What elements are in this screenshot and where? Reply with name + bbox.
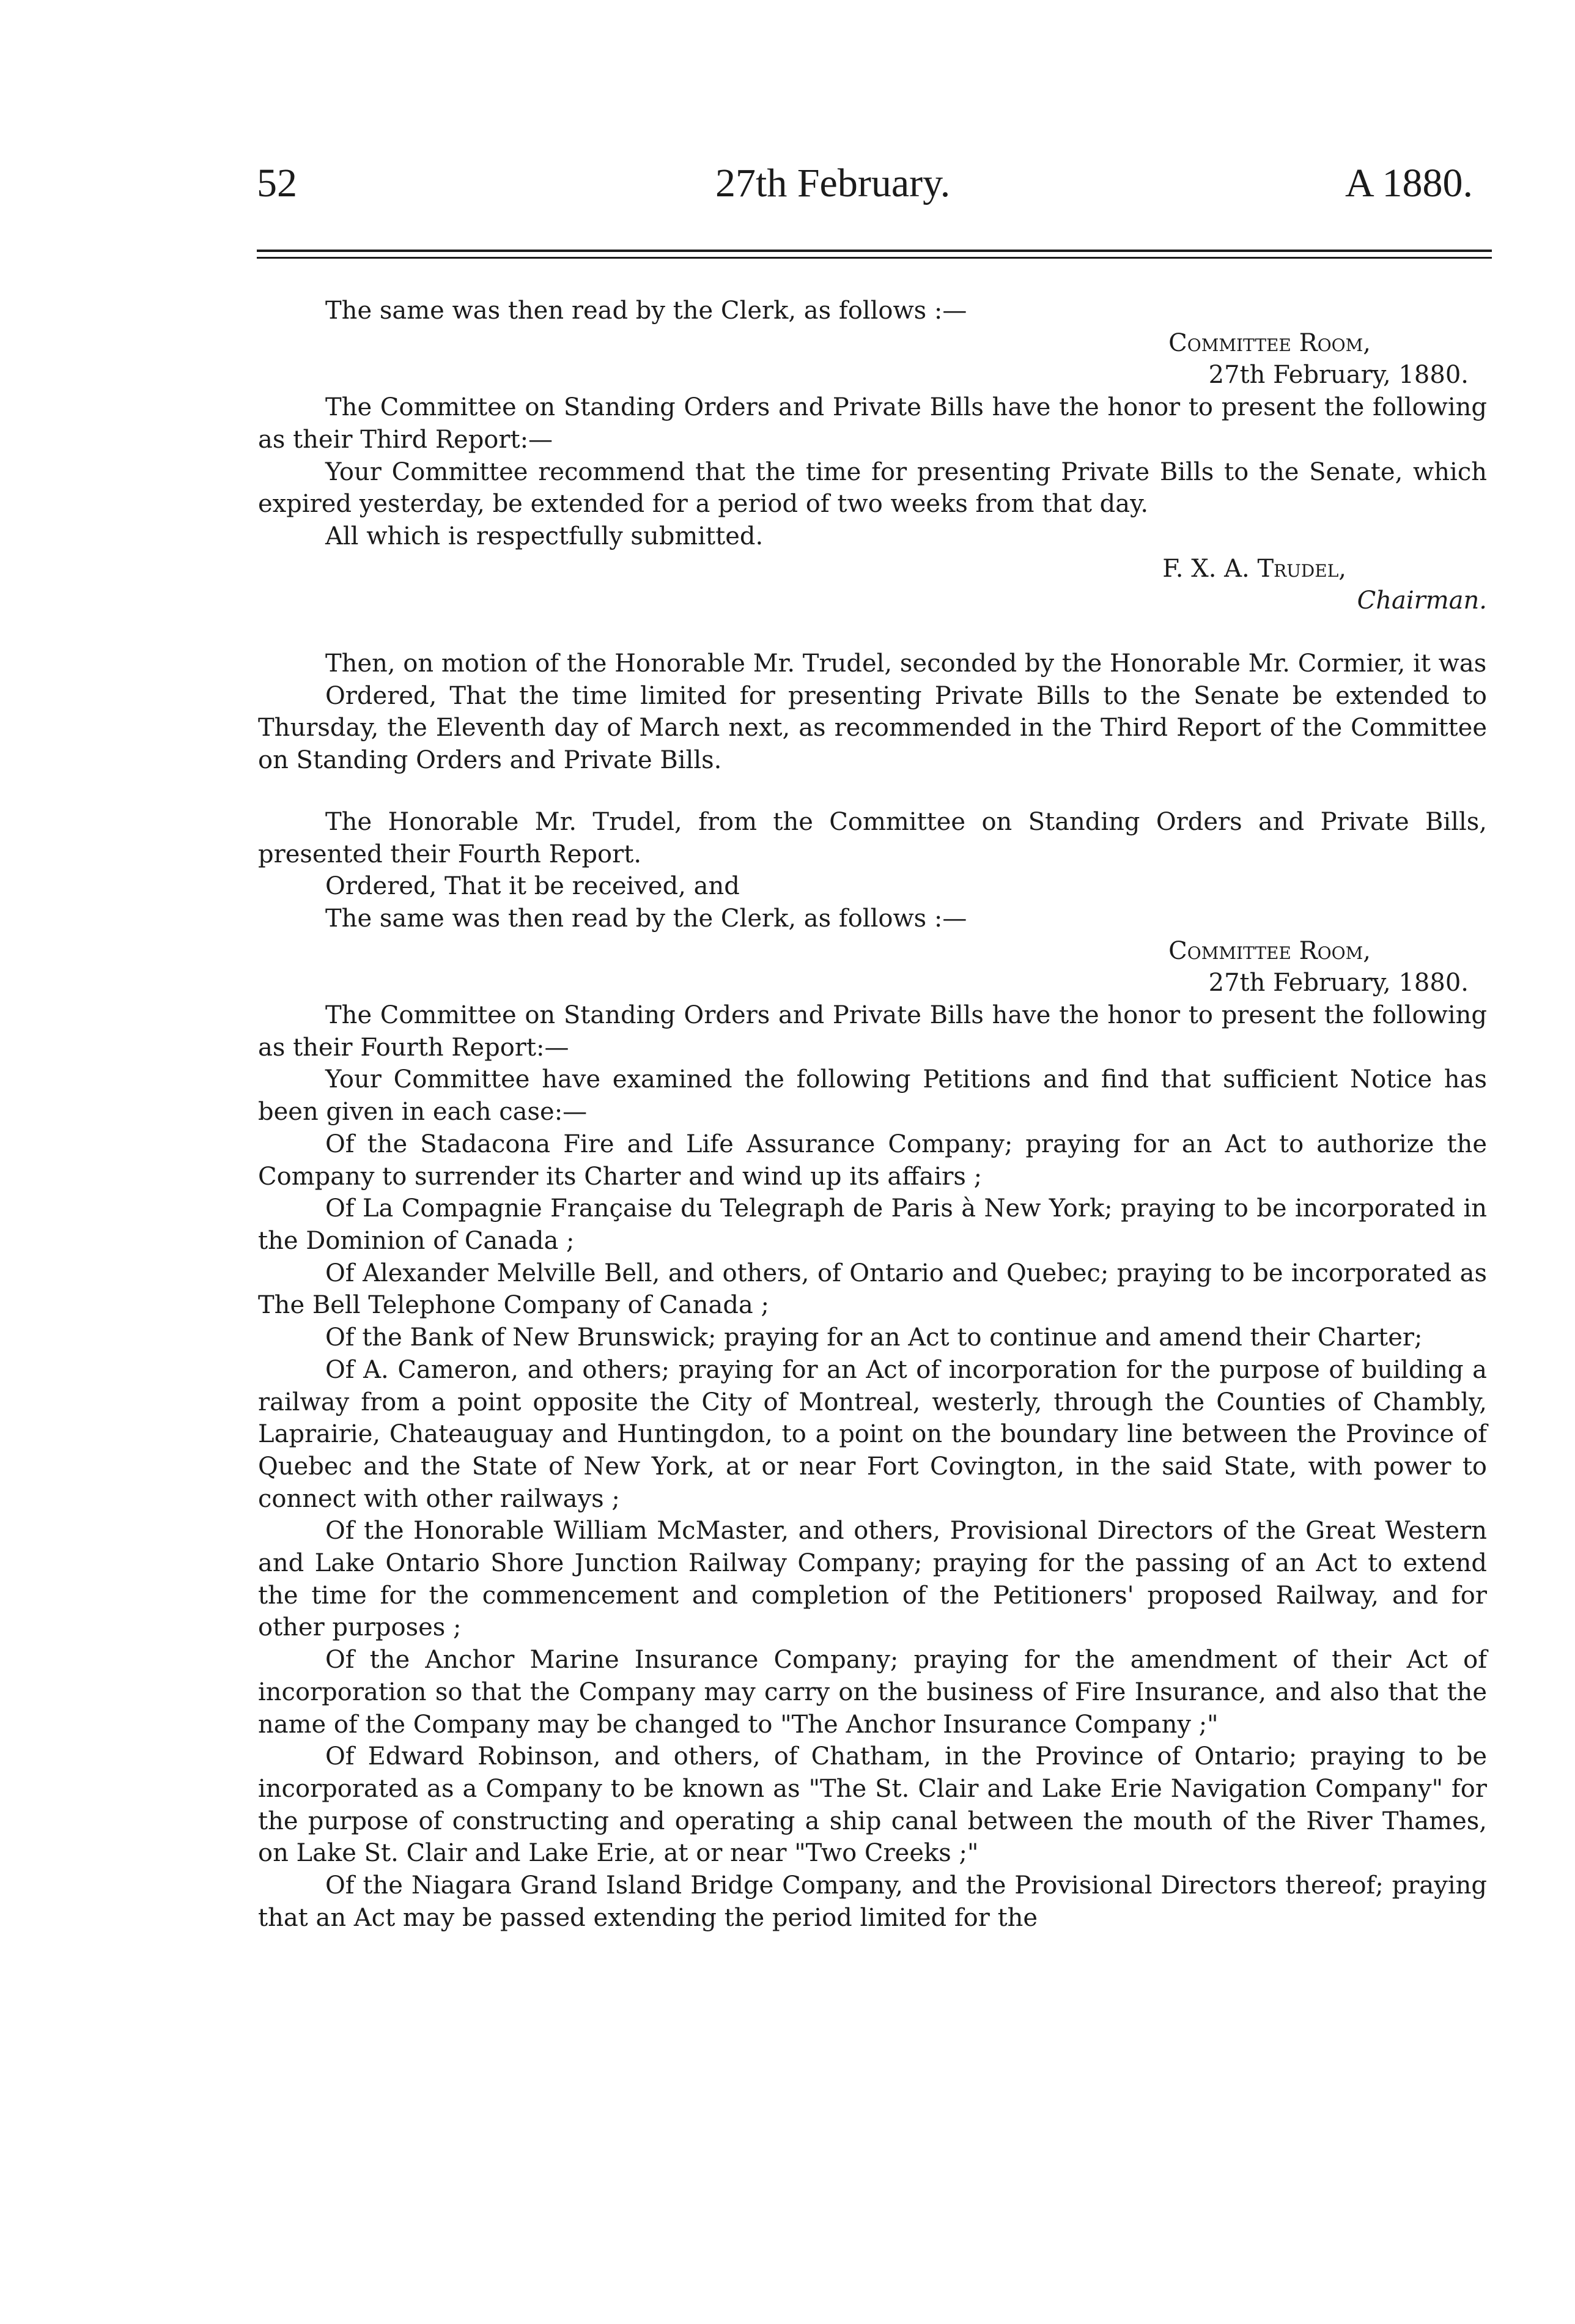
- read-line: The same was then read by the Clerk, as follows :—: [325, 904, 967, 933]
- petition-st-clair-navigation: Of Edward Robinson, and others, of Chatham, in the Province of Ontario; praying to be incorporated as a Company to be known as "The St. Clair and Lake Erie Navigation Company" for the purpose of constructing and operating a ship canal between the mouth of the River Thames, on Lake St. Clair and Lake Erie, at or near "Two Creeks ;": [258, 1742, 1487, 1868]
- running-head-year: A 1880.: [1345, 161, 1474, 205]
- petition-compagnie-francaise: Of La Compagnie Française du Telegraph de Paris à New York; praying to be incorporated in the Dominion of Canada ;: [258, 1194, 1487, 1255]
- intro-line: The same was then read by the Clerk, as follows :—: [325, 297, 967, 325]
- header-rule-bottom: [257, 257, 1492, 259]
- motion-paragraph: Then, on motion of the Honorable Mr. Trudel, seconded by the Honorable Mr. Cormier, it was: [325, 649, 1487, 678]
- spacer: [258, 617, 1487, 648]
- petition-anchor-insurance: Of the Anchor Marine Insurance Company; praying for the amendment of their Act of incorporation so that the Company may carry on the business of Fire Insurance, and also that the name of the Company may be changed to "The Anchor Insurance Company ;": [258, 1646, 1487, 1739]
- ordered-received: Ordered, That it be received, and: [325, 872, 740, 901]
- chairman-title: Chairman.: [1357, 587, 1487, 615]
- page-number: 52: [257, 161, 297, 205]
- fourth-report-presented: The Honorable Mr. Trudel, from the Committee on Standing Orders and Private Bills, presented their Fourth Report.: [258, 807, 1487, 868]
- header-rule-top: [257, 250, 1492, 252]
- petition-bank-new-brunswick: Of the Bank of New Brunswick; praying for an Act to continue and amend their Charter;: [325, 1323, 1423, 1352]
- petition-niagara-bridge: Of the Niagara Grand Island Bridge Company, and the Provisional Directors thereof; praying that an Act may be passed extending the period limited for the: [258, 1871, 1487, 1932]
- petition-stadacona: Of the Stadacona Fire and Life Assurance Company; praying for an Act to authorize the Company to surrender its Charter and wind up its affairs ;: [258, 1130, 1487, 1191]
- fourth-report-date: 27th February, 1880.: [1208, 969, 1469, 997]
- running-head-date: 27th February.: [715, 161, 951, 205]
- spacer: [258, 777, 1487, 806]
- third-report-paragraph-3: All which is respectfully submitted.: [325, 522, 764, 550]
- petition-cameron-railway: Of A. Cameron, and others; praying for an Act of incorporation for the purpose of building a railway from a point opposite the City of Montreal, westerly, through the Counties of Chambly, Laprairie, Chateauguay and Huntingdon, to a point on the boundary line between the Province of Quebec and the State of New York, at or near Fort Covington, in the said State, with power to connect with other railways ;: [258, 1355, 1487, 1513]
- fourth-report-place: Committee Room,: [1168, 936, 1371, 965]
- fourth-report-paragraph-1: The Committee on Standing Orders and Private Bills have the honor to present the following as their Fourth Report:—: [258, 1001, 1487, 1062]
- chairman-signature: F. X. A. Trudel,: [1162, 554, 1346, 583]
- third-report-paragraph-2: Your Committee recommend that the time for presenting Private Bills to the Senate, which expired yesterday, be extended for a period of two weeks from that day.: [258, 457, 1487, 519]
- fourth-report-paragraph-2: Your Committee have examined the following Petitions and find that sufficient Notice has been given in each case:—: [258, 1065, 1487, 1127]
- petition-bell-telephone: Of Alexander Melville Bell, and others, of Ontario and Quebec; praying to be incorporated as The Bell Telephone Company of Canada ;: [258, 1259, 1487, 1320]
- ordered-extension-paragraph: Ordered, That the time limited for presenting Private Bills to the Senate be extended to Thursday, the Eleventh day of March next, as recommended in the Third Report of the Committee on Standing Orders and Private Bills.: [258, 681, 1487, 775]
- third-report-place: Committee Room,: [1168, 328, 1371, 357]
- petition-great-western-railway: Of the Honorable William McMaster, and others, Provisional Directors of the Great Western and Lake Ontario Shore Junction Railway Company; praying for the passing of an Act to extend the time for the commencement and completion of the Petitioners' proposed Railway, and for other purposes ;: [258, 1517, 1487, 1642]
- third-report-date: 27th February, 1880.: [1208, 361, 1469, 390]
- third-report-paragraph-1: The Committee on Standing Orders and Private Bills have the honor to present the following as their Third Report:—: [258, 393, 1487, 454]
- body-text: [258, 295, 1487, 1934]
